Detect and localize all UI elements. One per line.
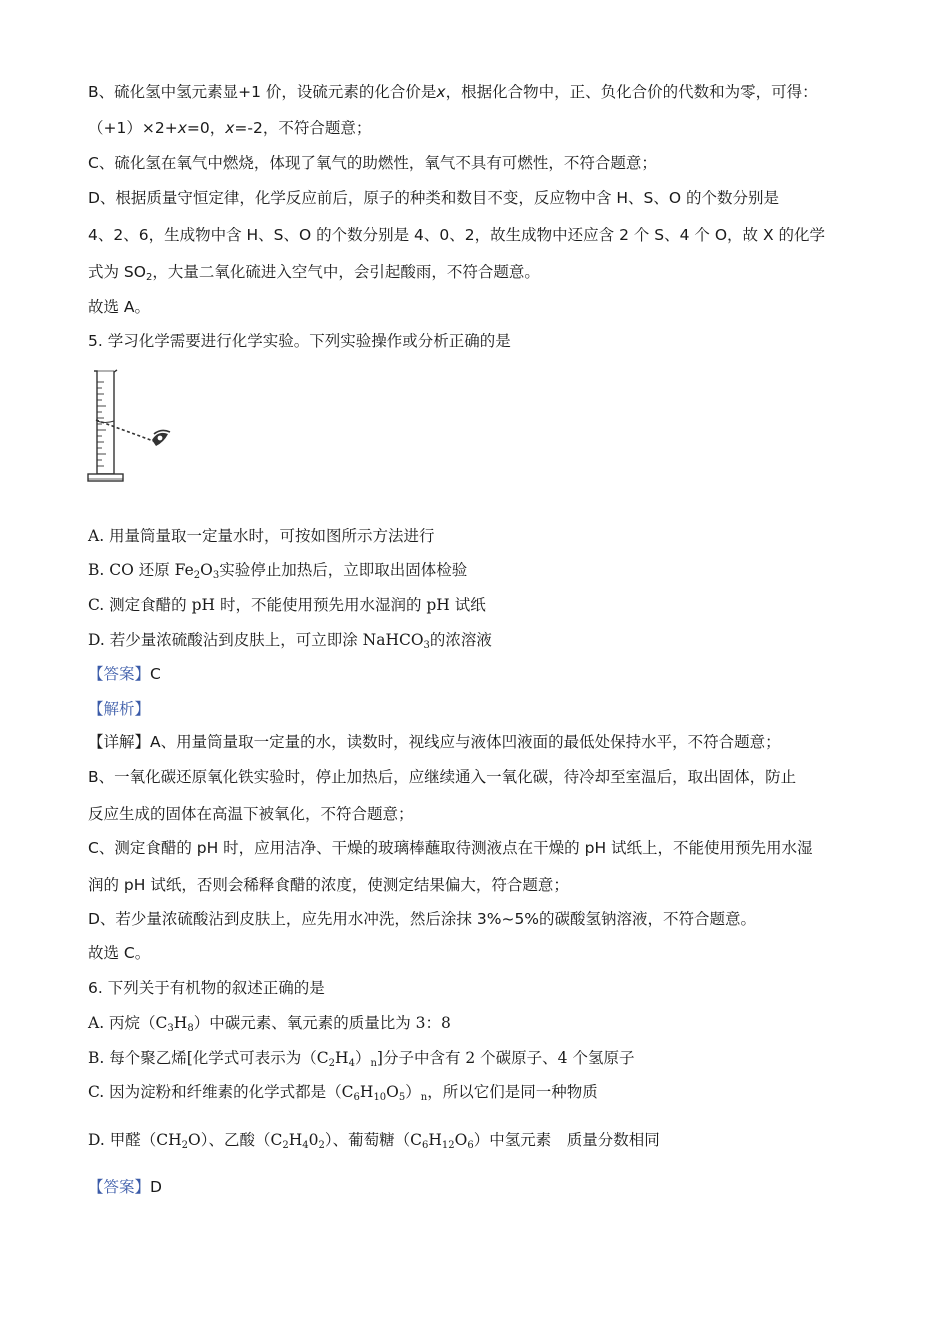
question-5-option-c: C. 测定食醋的 pH 时，不能使用预先用水湿润的 pH 试纸	[88, 596, 486, 614]
selection-q5: 故选 C。	[88, 944, 151, 962]
option-d-line2: 4、2、6，生成物中含 H、S、O 的个数分别是 4、0、2，故生成物中还应含 2 个 S、4 个 O，故 X 的化学	[88, 226, 826, 244]
answer-6: 【答案】D	[88, 1178, 162, 1196]
analysis-5-heading: 【解析】	[88, 700, 151, 718]
option-d-line1: D、根据质量守恒定律，化学反应前后，原子的种类和数目不变，反应物中含 H、S、O 的个数分别是	[88, 189, 779, 207]
question-5-option-b: B. CO 还原 $Fe_2O_3$实验停止加热后，立即取出固体检验	[88, 561, 468, 581]
question-6-stem: 6. 下列关于有机物的叙述正确的是	[88, 979, 325, 997]
selection-q4: 故选 A。	[88, 298, 151, 316]
detail-5-option-d: D、若少量浓硫酸沾到皮肤上，应先用水冲洗，然后涂抹 3%~5%的碳酸氢钠溶液，不符合题意。	[88, 910, 757, 928]
option-b-line1: B、硫化氢中氢元素显+1 价，设硫元素的化合价是x，根据化合物中，正、负化合价的代数和为零，可得：	[88, 83, 818, 101]
answer-5: 【答案】C	[88, 665, 161, 683]
option-d-line3: 式为 $SO_2$，大量二氧化硫进入空气中，会引起酸雨，不符合题意。	[88, 263, 540, 283]
question-5-option-d: D. 若少量浓硫酸沾到皮肤上，可立即涂 NaHCO$_3$的浓溶液	[88, 631, 492, 651]
graduated-cylinder-figure	[84, 366, 184, 486]
question-5-stem: 5. 学习化学需要进行化学实验。下列实验操作或分析正确的是	[88, 332, 511, 350]
detail-5-option-a: 【详解】A、用量筒量取一定量的水，读数时，视线应与液体凹液面的最低处保持水平，不符合题意；	[88, 733, 781, 751]
question-6-option-c: C. 因为淀粉和纤维素的化学式都是$(C_6H_{10}O_5)_n$，所以它们是同一种物质	[88, 1083, 598, 1103]
question-6-option-a: A. 丙烷$(C_3H_8)$中碳元素、氧元素的质量比为 3：8	[88, 1014, 451, 1034]
question-6-option-d: D. 甲醛$(CH_2O)$、乙酸$(C_2H_40_2)$、葡萄糖$(C_6H_{12}O_6)$中氢元素 质量分数相同	[88, 1131, 660, 1151]
option-c-explanation: C、硫化氢在氧气中燃烧，体现了氧气的助燃性，氧气不具有可燃性，不符合题意；	[88, 154, 657, 172]
detail-5-option-c-line2: 润的 pH 试纸，否则会稀释食醋的浓度，使测定结果偏大，符合题意；	[88, 876, 569, 894]
detail-5-option-b-line2: 反应生成的固体在高温下被氧化，不符合题意；	[88, 805, 414, 823]
option-b-equation: （+1）×2+x=0，x=-2，不符合题意；	[88, 119, 372, 137]
eye-icon	[152, 430, 170, 446]
question-5-option-a: A. 用量筒量取一定量水时，可按如图所示方法进行	[88, 527, 435, 545]
detail-5-option-b-line1: B、一氧化碳还原氧化铁实验时，停止加热后，应继续通入一氧化碳，待冷却至室温后，取出固体，防止	[88, 768, 797, 786]
question-6-option-b: B. 每个聚乙烯[化学式可表示为$(C_2H_4)_n$]分子中含有 2 个碳原子、4 个氢原子	[88, 1049, 635, 1069]
detail-5-option-c-line1: C、测定食醋的 pH 时，应用洁净、干燥的玻璃棒蘸取待测液点在干燥的 pH 试纸上，不能使用预先用水湿	[88, 839, 813, 857]
